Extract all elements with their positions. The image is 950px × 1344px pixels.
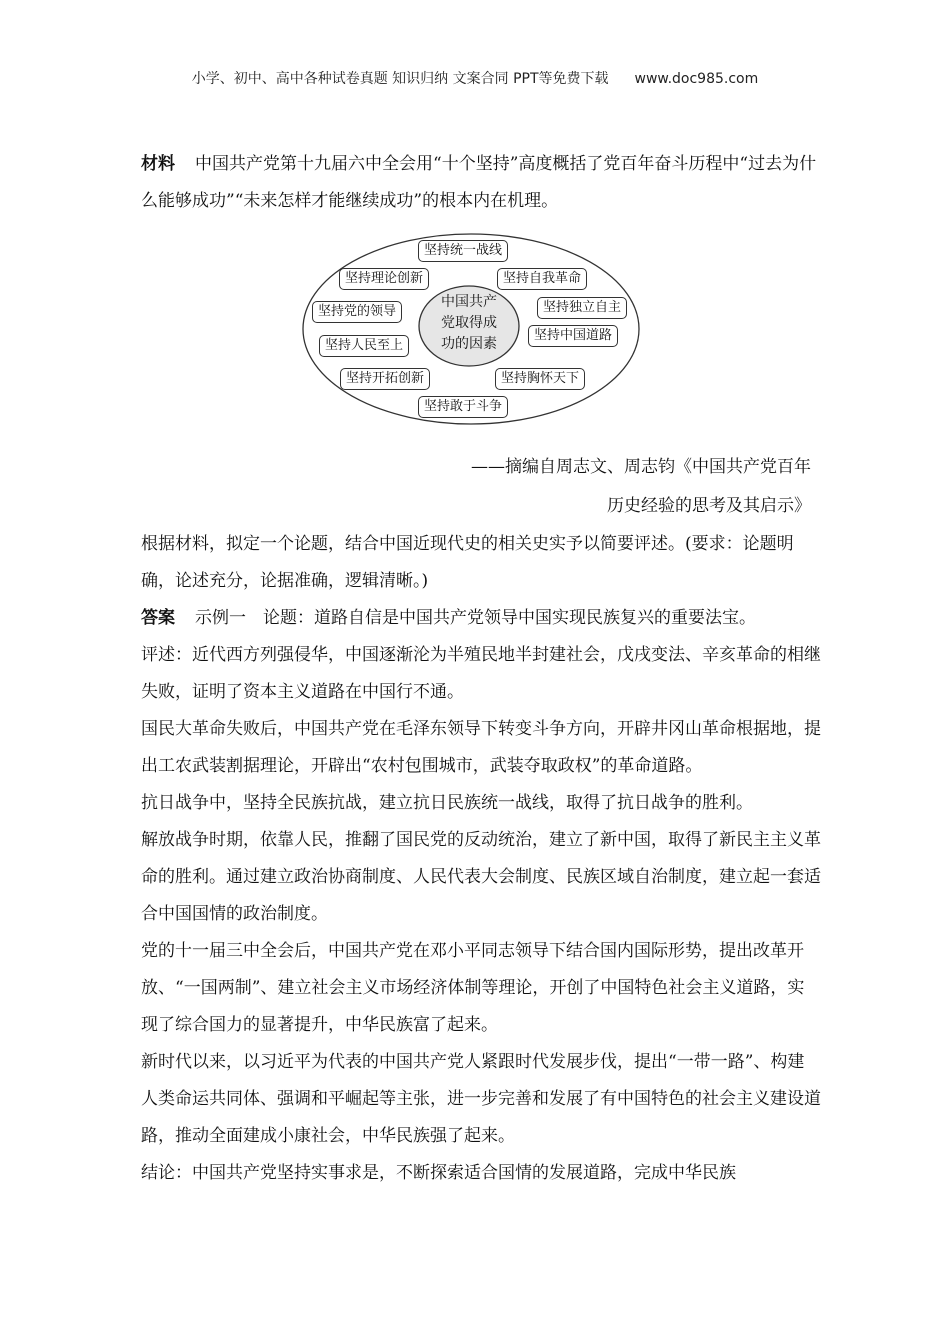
answer-paragraph-1: 评述：近代西方列强侵华，中国逐渐沦为半殖民地半封建社会，戊戌变法、辛亥革命的相继失败，证明了资本主义道路在中国行不通。 [141,645,821,702]
tag-self-revolution: 坚持自我革命 [497,268,587,290]
source-line-1: ——摘编自周志文、周志钧《中国共产党百年 [471,457,811,477]
tag-independence: 坚持独立自主 [537,297,627,319]
material-label: 材料 [141,154,175,174]
answer-label: 答案 [141,608,175,628]
tag-theory-innovation: 坚持理论创新 [339,268,429,290]
center-line-2: 党取得成 [441,315,497,331]
answer-conclusion: 结论：中国共产党坚持实事求是，不断探索适合国情的发展道路，完成中华民族 [141,1163,736,1183]
answer-paragraph-2: 国民大革命失败后，中国共产党在毛泽东领导下转变斗争方向，开辟井冈山革命根据地，提出工农武装割据理论，开辟出“农村包围城市，武装夺取政权”的革命道路。 [141,719,821,776]
answer-paragraph-6: 新时代以来，以习近平为代表的中国共产党人紧跟时代发展步伐，提出“一带一路”、构建人类命运共同体、强调和平崛起等主张，进一步完善和发展了有中国特色的社会主义建设道路，推动全面建成小康社会，中华民族强了起来。 [141,1052,821,1146]
success-factors-diagram [141,226,821,436]
tag-chinese-path: 坚持中国道路 [528,325,618,347]
center-line-3: 功的因素 [441,336,497,352]
source-citation [141,448,821,526]
tag-people-first: 坚持人民至上 [319,335,409,357]
answer-paragraph-4: 解放战争时期，依靠人民，推翻了国民党的反动统治，建立了新中国，取得了新民主主义革命的胜利。通过建立政治协商制度、人民代表大会制度、民族区域自治制度，建立起一套适合中国国情的政治制度。 [141,830,821,924]
center-line-1: 中国共产 [441,294,497,310]
diagram-center-text [424,292,514,355]
tag-pioneering: 坚持开拓创新 [340,368,430,390]
tag-party-leadership: 坚持党的领导 [312,301,402,323]
header-site-link[interactable]: www.doc985.com [634,71,759,87]
answer-paragraph-3: 抗日战争中，坚持全民族抗战，建立抗日民族统一战线，取得了抗日战争的胜利。 [141,793,753,813]
document-body [141,146,821,1192]
material-text: 中国共产党第十九届六中全会用“十个坚持”高度概括了党百年奋斗历程中“过去为什么能够成功”“未来怎样才能继续成功”的根本内在机理。 [141,154,817,211]
answer-intro [141,600,821,637]
material-paragraph [141,146,821,220]
source-line-2: 历史经验的思考及其启示》 [607,496,811,516]
question-paragraph: 根据材料，拟定一个论题，结合中国近现代史的相关史实予以简要评述。(要求：论题明确，论述充分，论据准确，逻辑清晰。) [141,534,794,591]
header-text: 小学、初中、高中各种试卷真题 知识归纳 文案合同 PPT等免费下载 [191,71,609,87]
page-header [0,68,950,88]
answer-thesis: 示例一 论题：道路自信是中国共产党领导中国实现民族复兴的重要法宝。 [195,608,756,628]
tag-unified-front: 坚持统一战线 [418,240,508,262]
tag-struggle: 坚持敢于斗争 [418,396,508,418]
tag-world-mind: 坚持胸怀天下 [495,368,585,390]
answer-paragraph-5: 党的十一届三中全会后，中国共产党在邓小平同志领导下结合国内国际形势，提出改革开放、“一国两制”、建立社会主义市场经济体制等理论，开创了中国特色社会主义道路，实现了综合国力的显著提升，中华民族富了起来。 [141,941,805,1035]
